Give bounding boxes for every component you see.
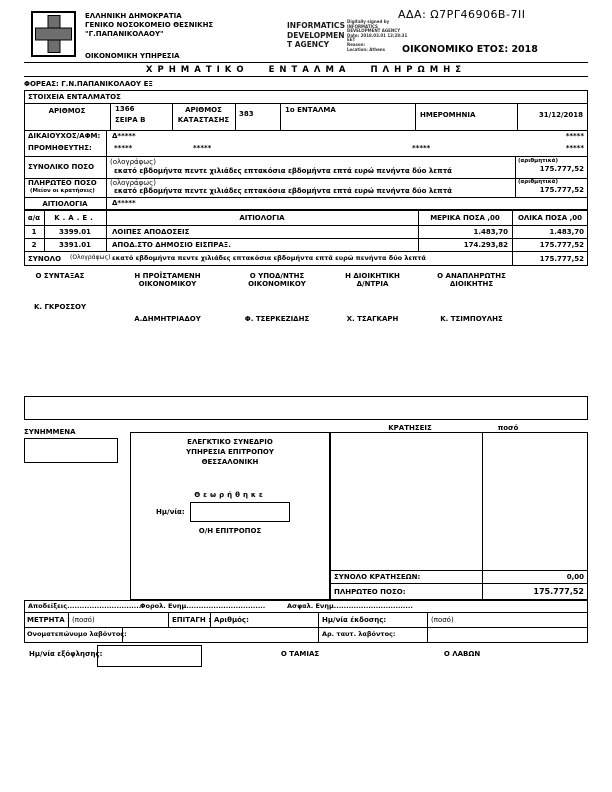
metrita-poso-label: (ποσό)	[72, 616, 95, 624]
table-divider	[168, 612, 169, 627]
table-divider	[24, 238, 588, 239]
fiscal-year: ΟΙΚΟΝΟΜΙΚΟ ΕΤΟΣ: 2018	[402, 44, 538, 55]
kae-row-partial: 1.483,70	[473, 228, 508, 236]
document-title: ΧΡΗΜΑΤΙΚΟ ΕΝΤΑΛΜΑ ΠΛΗΡΩΜΗΣ	[145, 65, 467, 75]
table-divider	[427, 612, 428, 643]
aitiologia-label: ΑΙΤΙΟΛΟΓΙΑ	[42, 200, 88, 208]
imnia-input-box	[190, 502, 290, 522]
synimmena-box	[24, 438, 118, 463]
header-rule	[24, 62, 588, 63]
kae-row-code: 3399.01	[59, 228, 91, 236]
details-section-title: ΣΤΟΙΧΕΙΑ ΕΝΤΑΛΜΑΤΟΣ	[28, 93, 121, 101]
promitheutis-label: ΠΡΟΜΗΘΕΥΤΗΣ:	[28, 144, 92, 152]
poso-header: ποσό	[497, 424, 519, 432]
signature-block-syntaxas	[20, 272, 100, 311]
signature-title: Η ΔΙΟΙΚΗΤΙΚΗ	[345, 272, 400, 280]
table-divider	[24, 225, 588, 226]
kae-sum-total: 175.777,52	[539, 255, 584, 263]
court-line-2: ΥΠΗΡΕΣΙΑ ΕΠΙΤΡΟΠΟΥ	[186, 448, 274, 456]
kae-sum-words: εκατό εβδομήντα πεντε χιλιάδες επτακόσια εβδομήντα επτά ευρώ πενήντα δύο λεπτά	[112, 254, 426, 262]
stamp-detail-line: Digitally signed by	[347, 19, 390, 24]
aitiologia-value: Δ*****	[112, 199, 136, 207]
hospital-cross-logo	[31, 11, 76, 57]
plirateo-value: 175.777,52	[533, 587, 584, 596]
number-label: ΑΡΙΘΜΟΣ	[48, 107, 86, 115]
forol-enim-label: Φορολ. Ενημ................................	[140, 602, 266, 610]
stamp-detail-line: Reason:	[347, 41, 366, 47]
table-divider	[318, 612, 319, 643]
signature-name: Κ. ΓΚΡΟΣΣΟΥ	[33, 303, 87, 311]
onomateponimo-label: Ονοματεπώνυμο λαβόντος:	[27, 630, 127, 638]
promitheutis-value-2: *****	[193, 144, 212, 152]
kae-row-code: 3391.01	[59, 241, 91, 249]
ida-stamp-line-2: DEVELOPMEN	[287, 30, 345, 40]
imnia-ekdosis-label: Ημ/νία έκδοσης:	[322, 616, 387, 624]
table-divider	[280, 103, 281, 130]
org-line-1: ΕΛΛΗΝΙΚΗ ΔΗΜΟΚΡΑΤΙΑ	[85, 12, 182, 20]
signature-block-proistameni	[120, 272, 215, 323]
kae-sum-words-label: (Ολογράφως)	[70, 254, 111, 261]
table-divider	[235, 103, 236, 130]
metrita-label: ΜΕΤΡΗΤΑ :	[27, 616, 70, 624]
table-divider	[24, 156, 588, 157]
epitagi-label: ΕΠΙΤΑΓΗ :	[172, 616, 211, 624]
signature-title: Ο ΥΠΟΔ/ΝΤΗΣ	[249, 272, 305, 280]
imnia-label: Ημ/νία:	[156, 508, 185, 516]
signature-name: Κ. ΤΣΙΜΠΟΥΛΗΣ	[440, 315, 503, 323]
epitagi-poso-label: (ποσό)	[431, 616, 454, 624]
kae-row-aitiologia: ΑΠΟΔ.ΣΤΟ ΔΗΜΟΣΙΟ ΕΙΣΠΡΑΞ.	[112, 241, 231, 249]
cross-horizontal-bar	[35, 28, 72, 41]
ar-taut-label: Αρ. ταυτ. λαβόντος:	[322, 630, 396, 638]
signature-name: Α.ΔΗΜΗΤΡΙΑΔΟΥ	[134, 315, 201, 323]
promitheutis-value-4: *****	[565, 144, 584, 152]
dikaiouxos-label: ΔΙΚΑΙΟΥΧΟΣ/ΑΦΜ:	[28, 132, 101, 140]
kae-row-aitiologia: ΛΟΙΠΕΣ ΑΠΟΔΟΣΕΙΣ	[112, 228, 190, 236]
table-divider	[24, 612, 588, 613]
signature-title: Ο ΣΥΝΤΑΞΑΣ	[35, 272, 85, 280]
ida-stamp-line-1: INFORMATICS	[287, 21, 345, 30]
signature-name: Χ. ΤΣΑΓΚΑΡΗ	[346, 315, 399, 323]
signature-title-2: ΔΙΟΙΚΗΤΗΣ	[449, 280, 494, 289]
kae-row-total: 1.483,70	[549, 228, 584, 236]
total-num-value: 175.777,52	[539, 165, 584, 173]
payable-words: εκατό εβδομήντα πεντε χιλιάδες επτακόσια εβδομήντα επτά ευρώ πενήντα δύο λεπτά	[114, 187, 452, 195]
table-divider	[24, 103, 588, 104]
signature-title: Ο ΑΝΑΠΛΗΡΩΤΗΣ	[437, 272, 506, 280]
payable-sublabel: (Μείον οι κρατήσεις)	[30, 188, 95, 194]
sum-kratiseon-label: ΣΥΝΟΛΟ ΚΡΑΤΗΣΕΩΝ:	[334, 573, 421, 581]
payable-label: ΠΛΗΡΩΤΕΟ ΠΟΣΟ	[28, 179, 97, 187]
title-rule	[24, 76, 588, 77]
dikaiouxos-value: Δ*****	[112, 132, 136, 140]
service-name: ΟΙΚΟΝΟΜΙΚΗ ΥΠΗΡΕΣΙΑ	[85, 52, 180, 60]
kae-sum-label: ΣΥΝΟΛΟ	[28, 255, 62, 263]
empty-notes-box	[24, 396, 588, 420]
signature-name: Φ. ΤΣΕΡΚΕΖΙΔΗΣ	[244, 315, 310, 323]
kae-row-partial: 174.293,82	[463, 241, 508, 249]
stamp-detail-line: Date: 2018.03.01 12:28:31	[347, 32, 408, 38]
ada-code: ΑΔΑ: Ω7ΡΓ46906Β-7ΙΙ	[398, 8, 526, 21]
entalma-ordinal: 1ο ΕΝΤΑΛΜΑ	[285, 106, 336, 114]
lavon-label: Ο ΛΑΒΩΝ	[443, 650, 481, 658]
total-words-label: (ολογράφως)	[110, 158, 156, 166]
asfal-enim-label: Ασφαλ. Ενημ................................	[287, 602, 413, 610]
payable-words-label: (ολογράφως)	[110, 179, 156, 187]
kae-header-total: ΟΛΙΚΑ ΠΟΣΑ ,00	[517, 214, 583, 222]
court-line-1: ΕΛΕΓΚΤΙΚΟ ΣΥΝΕΔΡΙΟ	[187, 438, 273, 446]
katastasi-value: 383	[239, 110, 254, 118]
kae-row-total: 175.777,52	[539, 241, 584, 249]
sum-kratiseon-value: 0,00	[566, 573, 584, 581]
kae-header-kae: Κ.Α.Ε.	[54, 214, 96, 222]
table-divider	[106, 156, 107, 197]
table-divider	[110, 103, 111, 130]
table-divider	[24, 197, 588, 198]
number-value: 1366	[115, 105, 135, 113]
table-divider	[24, 130, 588, 131]
table-divider	[330, 570, 588, 571]
org-line-2: ΓΕΝΙΚΟ ΝΟΣΟΚΟΜΕΙΟ ΘΕΣΝΙΚΗΣ	[85, 21, 214, 29]
table-divider	[330, 583, 588, 584]
payable-num-label: (αριθμητικά)	[518, 179, 558, 185]
signature-title: Η ΠΡΟΪΣΤΑΜΕΝΗ	[134, 272, 201, 280]
stamp-detail-line: DEVELOPMENT AGENCY	[347, 28, 401, 34]
signature-title-2: ΟΙΚΟΝΟΜΙΚΟΥ	[248, 280, 306, 289]
synimmena-label: ΣΥΝΗΜΜΕΝΑ	[24, 428, 76, 436]
plirateo-label: ΠΛΗΡΩΤΕΟ ΠΟΣΟ:	[334, 588, 406, 596]
org-line-3: "Γ.ΠΑΠΑΝΙΚΟΛΑΟΥ"	[85, 30, 164, 38]
kae-row-aa: 1	[31, 228, 37, 236]
katastasi-label-text: ΑΡΙΘΜΟΣ ΚΑΤΑΣΤΑΣΗΣ	[177, 106, 230, 124]
table-divider	[106, 130, 107, 156]
receipts-label: Αποδείξεις..............................	[28, 602, 142, 610]
signature-block-ypodieuthyntis	[232, 272, 322, 323]
stamp-detail-line: INFORMATICS	[347, 23, 378, 29]
stamp-detail-line: Location: Athens	[347, 46, 386, 52]
arithmos-label: Αριθμός:	[214, 616, 249, 624]
total-label: ΣΥΝΟΛΙΚΟ ΠΟΣΟ	[28, 163, 95, 171]
stamp-detail-line: EET	[347, 37, 356, 43]
tamias-label: Ο ΤΑΜΙΑΣ	[280, 650, 320, 658]
date-label: ΗΜΕΡΟΜΗΝΙΑ	[420, 111, 476, 119]
kae-row-aa: 2	[31, 241, 37, 249]
table-divider	[415, 103, 416, 130]
table-divider	[24, 178, 588, 179]
kratiseis-header: ΚΡΑΤΗΣΕΙΣ	[388, 424, 432, 432]
epitropos-label: Ο/Η ΕΠΙΤΡΟΠΟΣ	[198, 527, 262, 535]
date-value: 31/12/2018	[538, 111, 583, 119]
payable-num-value: 175.777,52	[539, 186, 584, 194]
foreas-line: ΦΟΡΕΑΣ: Γ.Ν.ΠΑΠΑΝΙΚΟΛΑΟΥ ΕΞ	[24, 80, 153, 88]
court-line-3: ΘΕΣΣΑΛΟΝΙΚΗ	[201, 458, 259, 466]
series-value: ΣΕΙΡΑ Β	[115, 116, 146, 124]
kae-header-aitiologia: ΑΙΤΙΟΛΟΓΙΑ	[239, 214, 285, 222]
kae-header-partial: ΜΕΡΙΚΑ ΠΟΣΑ ,00	[430, 214, 500, 222]
exoflisi-date-box	[97, 645, 202, 667]
table-divider	[106, 197, 107, 210]
imnia-exoflisis-label: Ημ/νία εξόφλησης:	[29, 650, 103, 658]
ida-stamp-line-3: T AGENCY	[287, 40, 330, 49]
signature-block-dioikitiki	[330, 272, 415, 323]
total-words: εκατό εβδομήντα πεντε χιλιάδες επτακόσια εβδομήντα επτά ευρώ πενήντα δύο λεπτά	[114, 167, 452, 175]
ida-stamp-text	[287, 21, 345, 50]
kae-header-aa: α/α	[27, 214, 41, 222]
katastasi-label	[172, 105, 235, 125]
ida-stamp-details	[347, 20, 407, 52]
theorithike-label: Θεωρήθηκε	[194, 491, 266, 499]
dikaiouxos-right-value: *****	[565, 132, 584, 140]
table-divider	[24, 627, 588, 628]
signature-block-anaplirotis	[424, 272, 519, 323]
signature-title-2: ΟΙΚΟΝΟΜΙΚΟΥ	[138, 280, 197, 289]
table-divider	[24, 251, 588, 252]
total-num-label: (αριθμητικά)	[518, 158, 558, 164]
promitheutis-value-3: *****	[412, 144, 431, 152]
promitheutis-value-1: *****	[114, 144, 133, 152]
signature-title-2: Δ/ΝΤΡΙΑ	[356, 280, 389, 289]
